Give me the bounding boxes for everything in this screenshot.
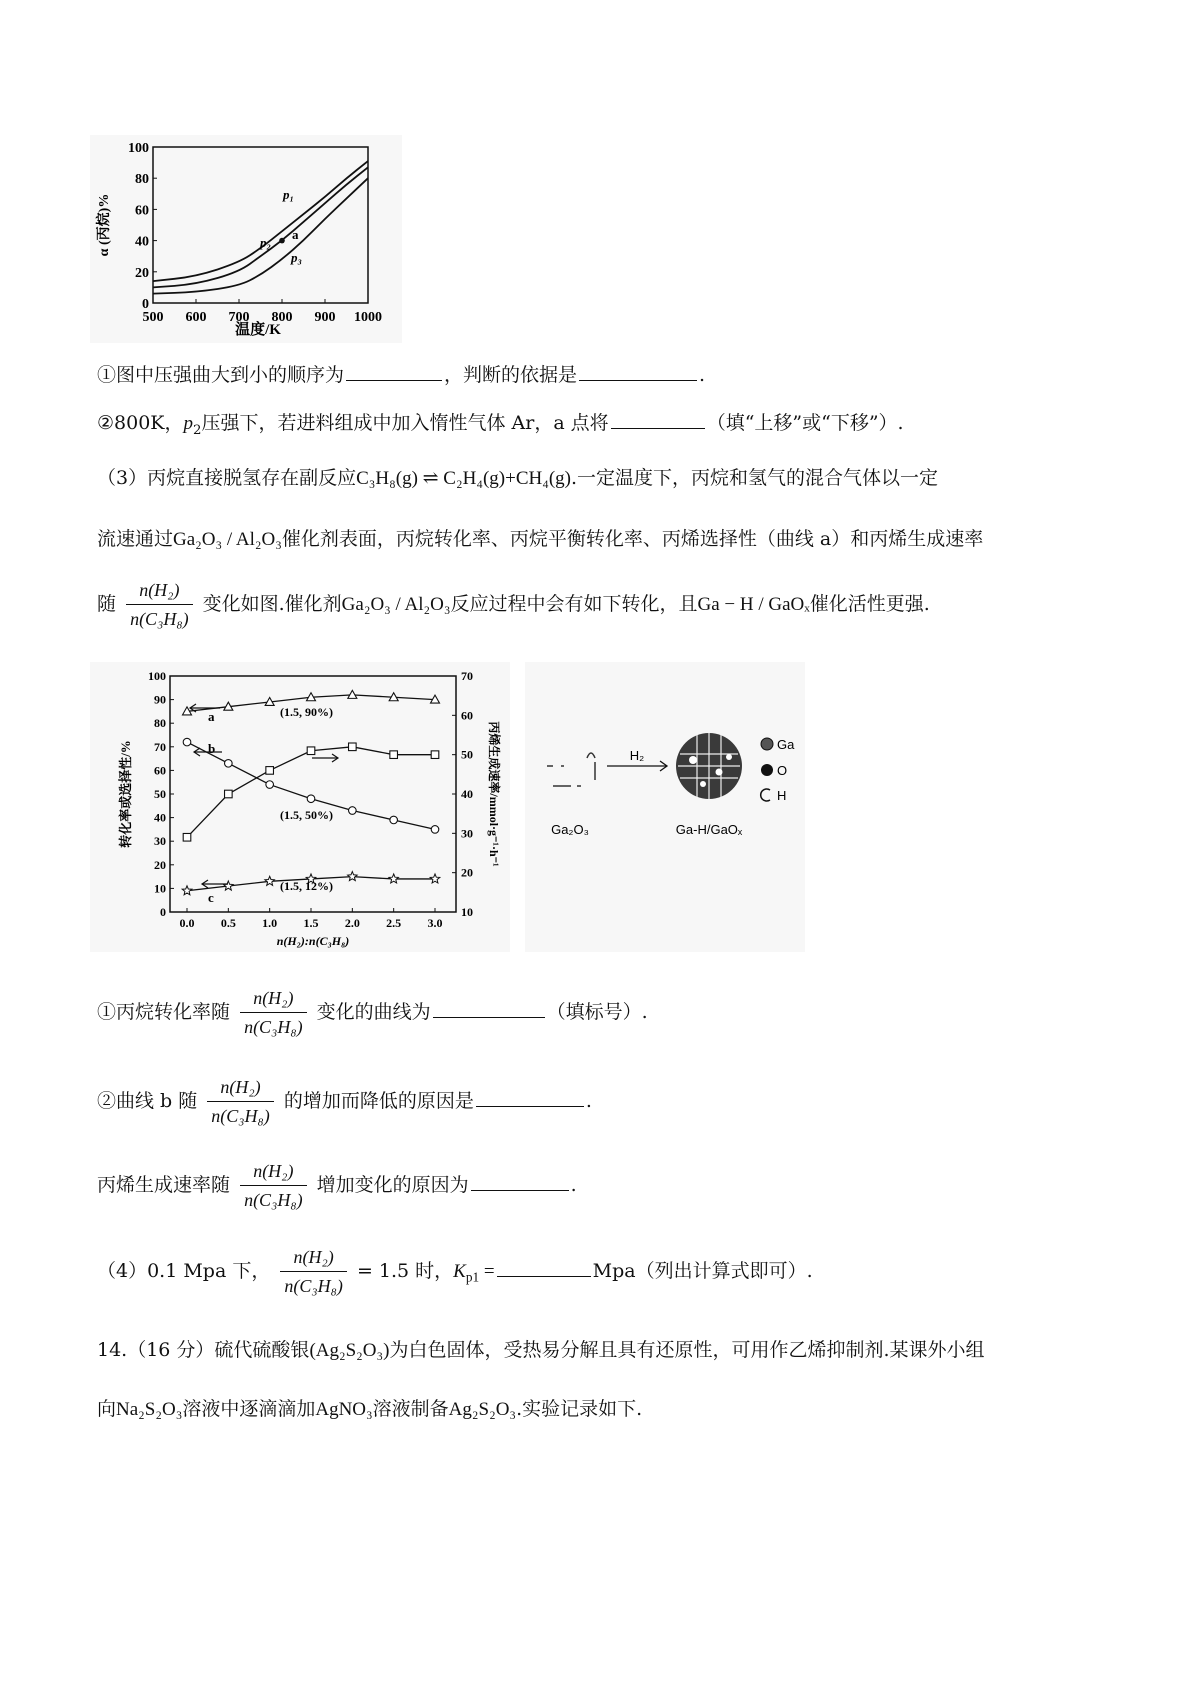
q3-l2-text-b: 催化剂表面，丙烷转化率、丙烷平衡转化率、丙烯选择性（曲线 a）和丙烯生成速率: [281, 528, 984, 550]
fraction-numerator: n(H₂): [240, 1159, 307, 1186]
q3-s1-text-c: （填标号）.: [546, 1000, 648, 1023]
fraction-numerator: n(H₂): [126, 578, 193, 605]
q2-l1-text-b: ，判断的依据是: [444, 364, 578, 386]
fig2-ytick-label: 60: [154, 763, 166, 778]
fig2-y2tick-label: 50: [461, 747, 473, 762]
ratio-fraction: [240, 986, 307, 1040]
fig1-curve-label-p3: p₃: [291, 250, 303, 265]
q4-text-a: （4）0.1 Mpa 下，: [97, 1259, 271, 1282]
q14-formula-ag2s2o3: (Ag₂S₂O₃): [309, 1340, 390, 1361]
fig2-marker-star: [348, 872, 358, 881]
q3-s1-text-a: ①丙烷转化率随: [97, 1000, 231, 1023]
fig1-y-axis-label: α (丙烷)%: [97, 193, 112, 257]
fig2-xtick-label: 0.0: [179, 916, 195, 930]
fig1-curve-label-p2: p₂: [260, 235, 272, 250]
answer-blank-pressure-order[interactable]: [346, 379, 442, 381]
q3-ga-h-species: Ga − H / GaOₓ: [697, 593, 810, 615]
q14-l1-text-b: 为白色固体，受热易分解且具有还原性，可用作乙烯抑制剂.某课外小组: [389, 1339, 985, 1361]
fig2-marker-square: [266, 767, 274, 775]
fig2-ytick-label: 20: [154, 857, 166, 872]
fig2-marker-circle: [307, 795, 315, 803]
ratio-fraction: [207, 1075, 274, 1129]
q3-sub-1: [97, 986, 648, 1040]
q2-line-2: [97, 408, 904, 438]
answer-blank-basis[interactable]: [579, 379, 697, 381]
fig2-curve-label-b: b: [208, 741, 216, 756]
fig2-annotation-12: (1.5, 12%): [280, 879, 333, 893]
q3-sub-2: [97, 1075, 592, 1129]
q2-l1-text-c: .: [699, 364, 706, 386]
q3-catalyst-2: Ga₂O₃ / Al₂O₃: [341, 593, 451, 615]
fig1-point-label-a: a: [292, 227, 299, 242]
fig1-xtick-label: 600: [185, 310, 207, 325]
fig2-y2-axis-label: 丙烯生成速率/mmol·g⁻¹·h⁻¹: [487, 721, 501, 867]
fig2-x-axis-label: n(H₂):n(C₃H₈): [276, 934, 350, 948]
ratio-fraction: [126, 578, 193, 632]
fig1-xtick-label: 900: [314, 310, 336, 325]
fig1-ytick-label: 100: [128, 141, 149, 156]
q3-s3-text-a: 丙烯生成速率随: [97, 1173, 231, 1196]
q3-s1-text-b: 变化的曲线为: [316, 1000, 431, 1023]
q14-line-1: [97, 1335, 985, 1362]
catalyst-scheme: [525, 662, 805, 952]
q4-k-symbol: K: [453, 1260, 466, 1282]
q2-l2-p-sub: 2: [193, 422, 202, 438]
fig2-xtick-label: 1.5: [303, 916, 319, 930]
fig1-plot-frame: [153, 147, 368, 303]
q14-l1-text-a: 14.（16 分）硫代硫酸银: [97, 1339, 310, 1361]
fraction-numerator: n(H₂): [280, 1245, 347, 1272]
fig2-marker-star: [224, 881, 234, 890]
scheme-left-label: Ga₂O₃: [551, 822, 589, 837]
ratio-fraction: [240, 1159, 307, 1213]
fig2-ytick-label: 50: [154, 787, 166, 801]
figure-2-ratio-chart: [90, 662, 510, 952]
fig2-marker-star: [265, 876, 275, 885]
q3-sub-3: [97, 1159, 577, 1213]
figure-2-svg: [90, 662, 510, 952]
fig2-ytick-label: 0: [160, 905, 166, 919]
fig2-y2tick-label: 30: [461, 826, 473, 841]
fig2-marker-square: [307, 747, 315, 755]
fig2-curve-label-c: c: [208, 890, 214, 905]
q14-formula-agno3: AgNO₃: [315, 1399, 373, 1420]
fig2-ytick-label: 90: [154, 692, 166, 707]
fig1-x-axis-label: 温度/K: [235, 322, 281, 338]
q14-l2-text-c: 溶液制备: [372, 1398, 449, 1420]
q14-line-2: [97, 1394, 642, 1421]
figure-1-conversion-vs-temperature: [90, 135, 402, 343]
scheme-svg: [525, 662, 805, 952]
fig1-ytick-label: 80: [135, 172, 149, 188]
answer-blank-curve-label[interactable]: [433, 1016, 545, 1018]
fig2-y2tick-label: 60: [461, 708, 473, 723]
q4-text-c: Mpa（列出计算式即可）.: [592, 1259, 813, 1282]
q3-line-3: [97, 578, 930, 632]
q4-equals: =: [479, 1260, 495, 1282]
q3-s2-text-a: ②曲线 b 随: [97, 1089, 198, 1112]
q3-l3-text-d: 催化活性更强.: [809, 592, 930, 615]
q3-l3-text-c: 反应过程中会有如下转化，且: [450, 592, 698, 615]
q3-l2-text-a: 流速通过: [97, 528, 174, 550]
q3-l3-text-b: 变化如图.催化剂: [202, 592, 342, 615]
fig2-marker-circle: [225, 760, 233, 768]
ga2o3-sketch: [547, 753, 595, 786]
answer-blank-reason-b[interactable]: [476, 1105, 584, 1107]
fig2-marker-square: [390, 751, 398, 759]
fig1-ytick-label: 60: [135, 203, 149, 219]
q14-l2-text-b: 溶液中逐滴滴加: [182, 1398, 316, 1420]
fig2-marker-triangle: [348, 690, 357, 698]
fig2-xtick-label: 2.5: [386, 916, 402, 930]
q3-s3-text-c: .: [570, 1173, 577, 1196]
ga-h-cluster-icon: [676, 733, 742, 799]
legend-h: H: [777, 788, 787, 803]
fig2-marker-circle: [349, 807, 357, 815]
fraction-denominator: n(C₃H₈): [130, 609, 189, 630]
q2-l1-text-a: ①图中压强曲大到小的顺序为: [97, 364, 345, 386]
fig1-ytick-label: 40: [135, 234, 149, 250]
fig2-marker-circle: [183, 738, 191, 746]
q4-k-sub: p1: [465, 1269, 480, 1285]
legend-o: O: [777, 763, 788, 778]
fig2-xtick-label: 1.0: [262, 916, 278, 930]
answer-blank-kp1[interactable]: [497, 1275, 591, 1277]
fig2-y2tick-label: 20: [461, 865, 473, 880]
fig2-marker-square: [225, 790, 233, 798]
fraction-denominator: n(C₃H₈): [244, 1017, 303, 1038]
figure-1-svg: [90, 135, 402, 343]
q2-l2-text-c: （填“上移”或“下移”）.: [706, 412, 904, 434]
q3-catalyst: Ga₂O₃ / Al₂O₃: [173, 529, 282, 550]
fig2-marker-circle: [390, 816, 398, 824]
fig1-xtick-label: 1000: [354, 310, 382, 325]
fraction-denominator: n(C₃H₈): [284, 1276, 343, 1297]
q3-side-reaction: C₃H₈(g) ⇌ C₂H₄(g)+CH₄(g): [356, 468, 571, 489]
fig1-ytick-label: 0: [142, 297, 149, 312]
q3-s3-text-b: 增加变化的原因为: [316, 1173, 469, 1196]
fig2-xtick-label: 2.0: [344, 916, 360, 930]
q14-l2-text-a: 向: [97, 1398, 117, 1420]
fig2-xtick-label: 0.5: [220, 916, 236, 930]
q2-line-1: [97, 360, 705, 387]
answer-blank-point-a-shift[interactable]: [611, 427, 705, 429]
fig2-ytick-label: 10: [154, 881, 166, 896]
q3-l3-text-a: 随: [97, 592, 117, 615]
scheme-right-label: Ga-H/GaOₓ: [675, 822, 743, 837]
q3-line-2: [97, 524, 983, 551]
fig2-xtick-label: 3.0: [427, 916, 443, 930]
q4-line: [97, 1245, 813, 1299]
fig2-ytick-label: 40: [154, 810, 166, 825]
fig2-y2tick-label: 40: [461, 787, 473, 801]
fig1-xtick-label: 800: [271, 310, 293, 325]
fig1-xtick-label: 500: [142, 310, 164, 325]
fig2-ytick-label: 70: [154, 739, 166, 754]
fig1-curve-1: [153, 161, 368, 281]
fraction-denominator: n(C₃H₈): [244, 1190, 303, 1211]
fig2-ytick-label: 100: [148, 669, 166, 683]
fig2-ytick-label: 80: [154, 716, 166, 731]
q3-s2-text-c: .: [585, 1089, 592, 1112]
fig2-y2tick-label: 70: [461, 669, 473, 683]
fig1-point-a: [279, 238, 285, 244]
fig2-ytick-label: 30: [154, 834, 166, 849]
fig2-marker-star: [182, 886, 192, 895]
scheme-arrow-label: H₂: [629, 748, 645, 763]
fig2-marker-square: [183, 833, 191, 841]
fig2-y2tick-label: 10: [461, 905, 473, 919]
fig1-curve-label-p1: p₁: [283, 187, 295, 202]
q14-formula-ag2s2o3-2: Ag₂S₂O₃: [448, 1399, 517, 1420]
q3-s2-text-b: 的增加而降低的原因是: [283, 1089, 474, 1112]
q14-l2-text-d: .实验记录如下.: [516, 1398, 643, 1420]
fig2-marker-circle: [266, 781, 274, 789]
fig2-marker-star: [430, 874, 440, 883]
fraction-numerator: n(H₂): [207, 1075, 274, 1102]
q3-l1-text-b: .一定温度下，丙烷和氢气的混合气体以一定: [571, 467, 939, 489]
q2-l2-p: p: [183, 413, 193, 434]
fig2-y-axis-label: 转化率或选择性/%: [118, 740, 133, 848]
fig2-marker-square: [431, 751, 439, 759]
q14-formula-na2s2o3: Na₂S₂O₃: [116, 1399, 183, 1420]
q4-text-b: = 1.5 时，: [356, 1259, 454, 1282]
fig1-curve-2: [153, 167, 368, 287]
fig2-marker-star: [389, 874, 399, 883]
legend-ga: Ga: [777, 737, 795, 752]
fig2-annotation-50: (1.5, 50%): [280, 808, 333, 822]
q3-l1-text-a: （3）丙烷直接脱氢存在副反应: [97, 467, 357, 489]
fig1-ytick-label: 20: [135, 265, 149, 281]
fig2-axis-arrows: [190, 704, 338, 888]
q2-l2-text-a: ②800K，: [97, 412, 184, 434]
q3-line-1: [97, 463, 938, 490]
scheme-legend: [761, 737, 795, 803]
fraction-denominator: n(C₃H₈): [211, 1106, 270, 1127]
fig2-marker-square: [349, 743, 357, 751]
fig2-curve-label-a: a: [208, 709, 215, 724]
ratio-fraction: [280, 1245, 347, 1299]
answer-blank-rate-reason[interactable]: [471, 1189, 569, 1191]
fig2-marker-circle: [431, 826, 439, 834]
fraction-numerator: n(H₂): [240, 986, 307, 1013]
fig1-xtick-label: 700: [228, 310, 250, 325]
fig2-annotation-90: (1.5, 90%): [280, 705, 333, 719]
q2-l2-text-b: 压强下，若进料组成中加入惰性气体 Ar，a 点将: [201, 412, 609, 434]
